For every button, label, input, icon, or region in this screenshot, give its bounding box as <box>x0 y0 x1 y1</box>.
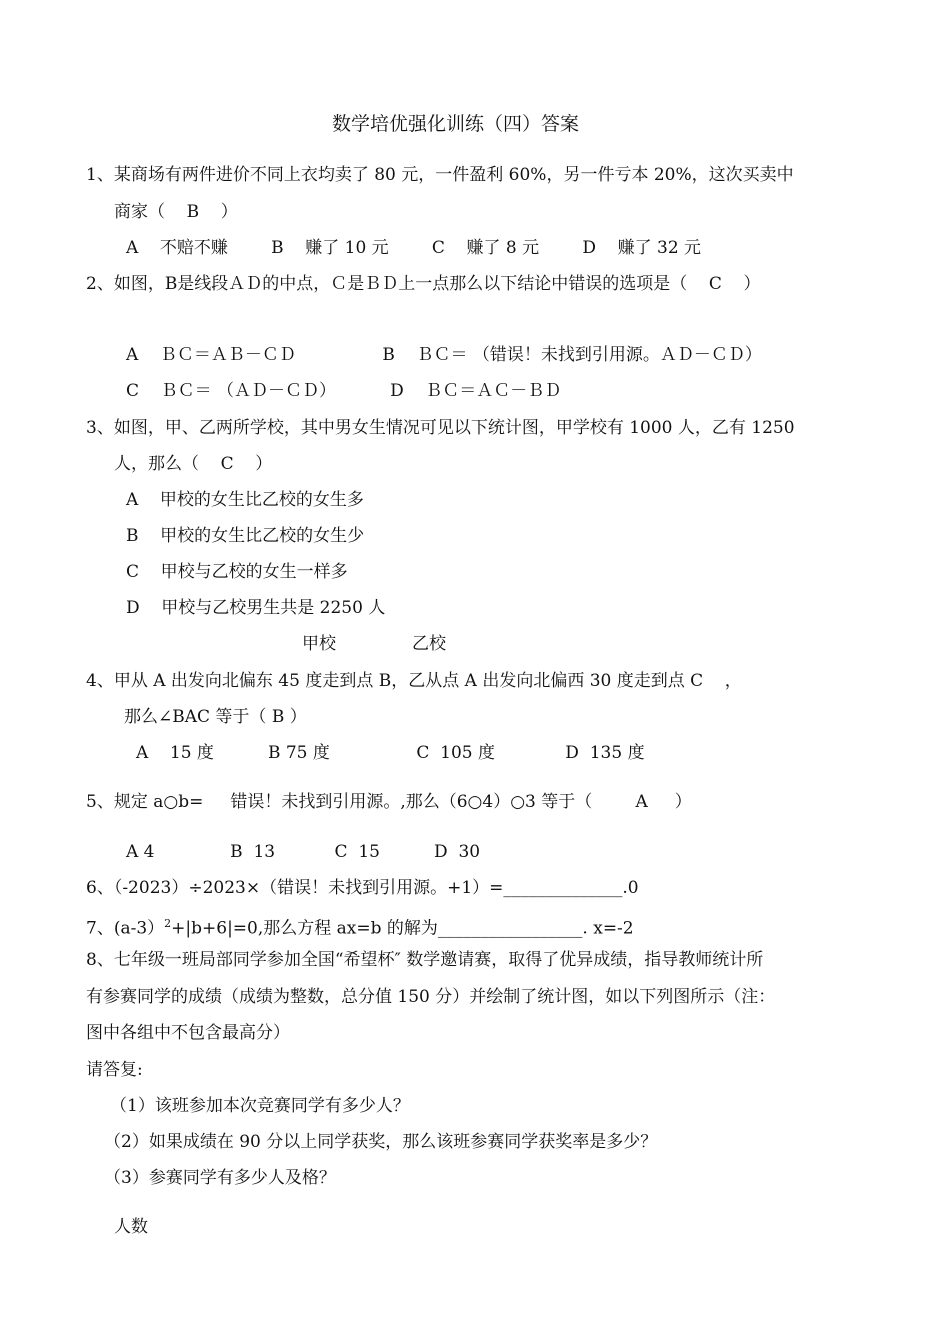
q2-line1: 2、如图，B是线段ＡＤ的中点，Ｃ是ＢＤ上一点那么以下结论中错误的选项是（ C ） <box>86 274 761 294</box>
q8-sub1: （1）该班参加本次竞赛同学有多少人？ <box>110 1096 410 1116</box>
page-title: 数学培优强化训练（四）答案 <box>332 113 580 135</box>
q6-line: 6、（-2023）÷2023×（错误！未找到引用源。+1）=______________.0 <box>86 878 639 898</box>
q8-line3: 图中各组中不包含最高分） <box>86 1023 290 1043</box>
q2-options-row1: A ＢＣ＝ＡＢ－ＣＤ B ＢＣ＝ （错误！未找到引用源。ＡＤ－ＣＤ） <box>126 345 762 365</box>
q3-option-c: C 甲校与乙校的女生一样多 <box>126 562 348 582</box>
q3-label-yi: 乙校 <box>412 634 446 654</box>
q2-options-row2: C ＢＣ＝ （ＡＤ－ＣＤ） D ＢＣ＝ＡＣ－ＢＤ <box>126 381 562 401</box>
q8-line2: 有参赛同学的成绩（成绩为整数，总分值 150 分）并绘制了统计图，如以下列图所示（注： <box>86 987 776 1007</box>
q3-label-jia: 甲校 <box>302 634 336 654</box>
q8-axis-label: 人数 <box>114 1217 148 1237</box>
q4-line1: 4、甲从 A 出发向北偏东 45 度走到点 B，乙从点 A 出发向北偏西 30 度走到点 C ， <box>86 671 742 691</box>
q3-line2: 人，那么（ C ） <box>114 454 273 474</box>
q5-line1: 5、规定 a○b= 错误！未找到引用源。,那么（6○4）○3 等于（ A ） <box>86 792 692 812</box>
q5-options: A 4 B 13 C 15 D 30 <box>126 842 481 862</box>
q1-options: A 不赔不赚 B 赚了 10 元 C 赚了 8 元 D 赚了 32 元 <box>126 238 702 258</box>
q1-line1: 1、某商场有两件进价不同上衣均卖了 80 元，一件盈利 60%，另一件亏本 20%，这次买卖中 <box>86 165 794 185</box>
q8-prompt: 请答复: <box>86 1060 143 1080</box>
q7-pre: 7、(a-3） <box>86 918 165 939</box>
q1-line2: 商家（ B ） <box>114 202 238 222</box>
q4-options: A 15 度 B 75 度 C 105 度 D 135 度 <box>136 743 645 763</box>
q7-post: +|b+6|=0,那么方程 ax=b 的解为_________________. x=-2 <box>171 918 634 939</box>
q3-option-d: D 甲校与乙校男生共是 2250 人 <box>126 598 386 618</box>
q3-line1: 3、如图，甲、乙两所学校，其中男女生情况可见以下统计图，甲学校有 1000 人，乙有 1250 <box>86 418 795 438</box>
q4-line2: 那么∠BAC 等于（ B ） <box>124 707 307 727</box>
q3-option-a: A 甲校的女生比乙校的女生多 <box>126 490 364 510</box>
q8-sub3: （3）参赛同学有多少人及格？ <box>104 1168 336 1188</box>
q8-sub2: （2）如果成绩在 90 分以上同学获奖，那么该班参赛同学获奖率是多少？ <box>104 1132 658 1152</box>
q3-option-b: B 甲校的女生比乙校的女生少 <box>126 526 365 546</box>
q7-exponent: 2 <box>164 917 172 930</box>
q7-line <box>86 913 634 940</box>
q8-line1: 8、七年级一班局部同学参加全国“希望杯″ 数学邀请赛，取得了优异成绩，指导教师统计所 <box>86 950 764 970</box>
